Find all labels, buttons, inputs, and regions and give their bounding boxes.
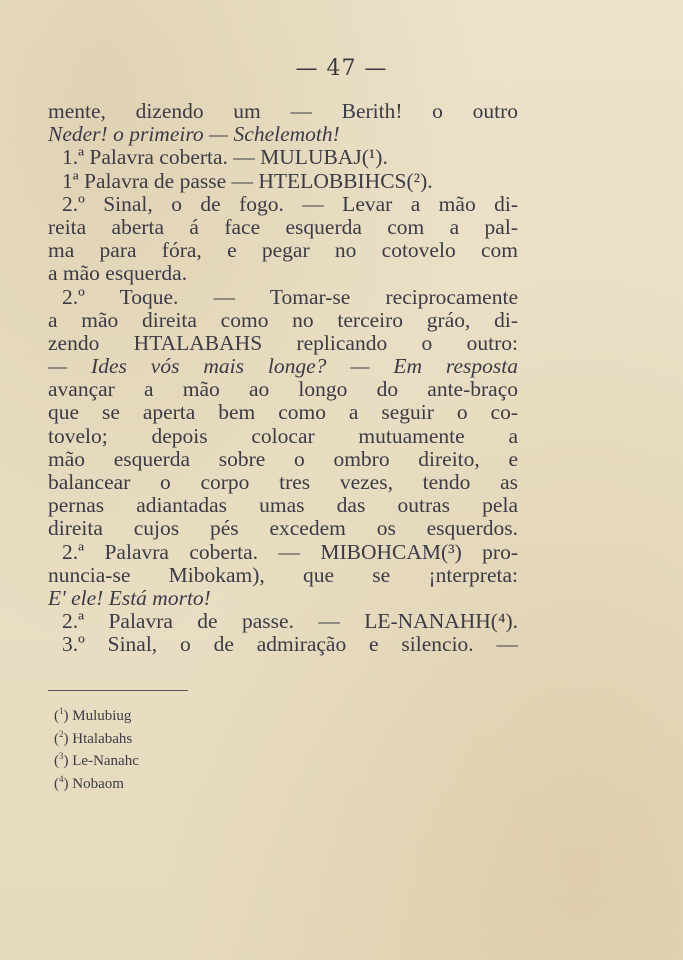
footnote-mark: 2	[59, 728, 64, 739]
text-line: avançar a mão ao longo do ante-braço	[48, 377, 518, 402]
footnote-text: Mulubiug	[72, 708, 132, 724]
text-line: mente, dizendo um — Berith! o outro	[48, 99, 518, 123]
text-line: ma para fóra, e pegar no cotovelo com	[48, 238, 518, 263]
footnote: ($^4$) Nobaom	[54, 773, 124, 792]
page-number: — 47 —	[295, 56, 388, 81]
footnote-mark: 4	[59, 773, 64, 784]
footnote: ($^1$) Mulubiug	[54, 706, 132, 724]
text-line: 1ª Palavra de passe — HTELOBBIHCS(²).	[62, 168, 433, 193]
text-line: a mão direita como no terceiro gráo, di-	[48, 307, 518, 332]
text-line: 2.ª Palavra coberta. — MIBOHCAM(³) pro-	[62, 539, 518, 564]
text-line: Neder! o primeiro — Schelemoth!	[48, 122, 340, 147]
footnote-mark: 3	[59, 751, 64, 761]
text-line: 2.º Sinal, o de fogo. — Levar a mão di-	[62, 191, 518, 216]
text-line: a mão esquerda.	[48, 261, 188, 286]
footnote-text: Htalabahs	[72, 730, 133, 747]
footnote-text: Le-Nanahc	[72, 753, 139, 769]
text-line: mão esquerda sobre o ombro direito, e	[48, 446, 518, 471]
text-line: balancear o corpo tres vezes, tendo as	[48, 470, 518, 494]
footnote-divider	[48, 690, 188, 691]
footnotes	[54, 703, 139, 793]
text-line: 3.º Sinal, o de admiração e silencio. —	[62, 632, 518, 657]
text-line: E' ele! Está morto!	[48, 585, 211, 610]
text-line: reita aberta á face esquerda com a pal-	[48, 214, 518, 239]
text-line: direita cujos pés excedem os esquerdos.	[48, 516, 518, 541]
text-line: nuncia-se Mibokam), que se ¡nterpreta:	[48, 562, 518, 587]
footnote: ($^2$) Htalabahs	[54, 728, 133, 747]
text-line: — Ides vós mais longe? — Em resposta	[48, 354, 518, 379]
footnote-text: Nobaom	[72, 775, 124, 792]
text-line: zendo HTALABAHS replicando o outro:	[48, 330, 518, 355]
text-line: 1.ª Palavra coberta. — MULUBAJ(¹).	[62, 145, 388, 170]
body-text	[48, 100, 518, 657]
text-line: que se aperta bem como a seguir o co-	[48, 400, 518, 425]
text-line: pernas adiantadas umas das outras pela	[48, 493, 518, 518]
footnote-mark: 1	[59, 706, 64, 716]
footnote: ($^3$) Le-Nanahc	[54, 751, 139, 769]
text-line: tovelo; depois colocar mutuamente a	[48, 423, 518, 448]
text-line: 2.º Toque. — Tomar-se reciprocamente	[62, 284, 518, 309]
text-line: 2.ª Palavra de passe. — LE-NANAHH(⁴).	[62, 609, 518, 634]
